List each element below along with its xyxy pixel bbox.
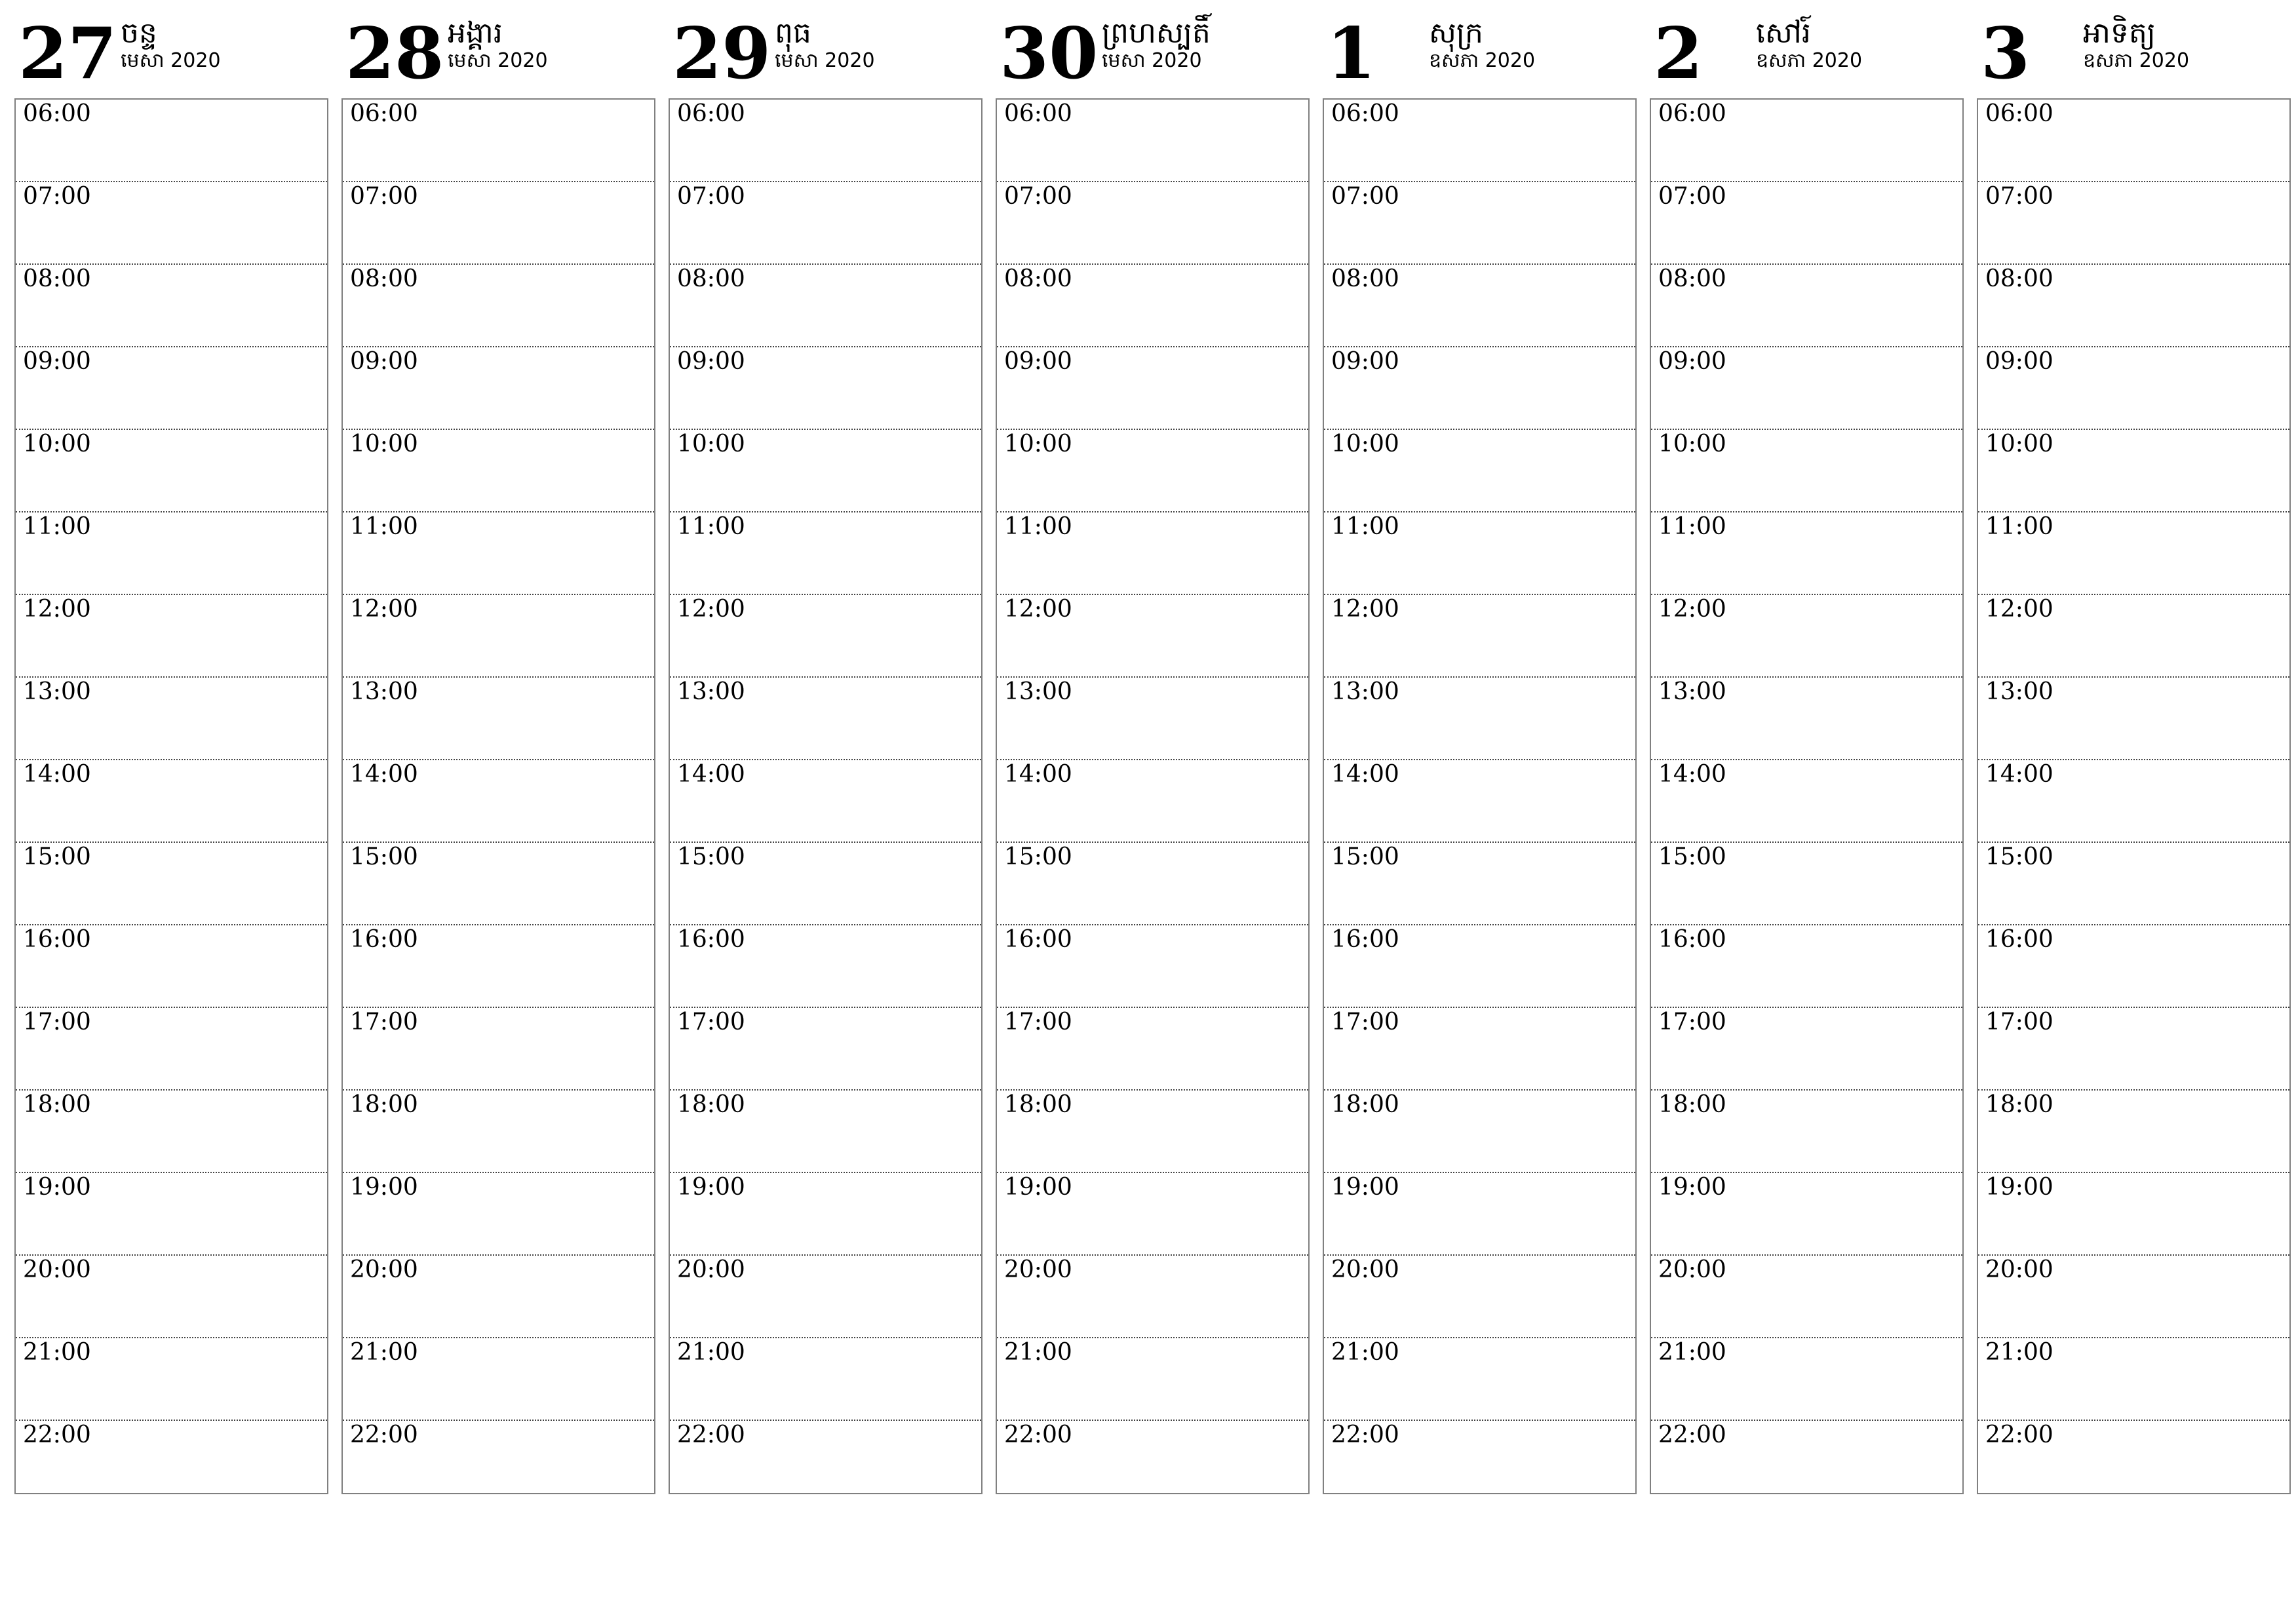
day-number: 3 <box>1981 12 2031 95</box>
time-slot[interactable] <box>1978 265 2289 347</box>
time-label: 22:00 <box>23 1421 91 1448</box>
time-label: 15:00 <box>1658 843 1726 870</box>
time-label: 16:00 <box>677 926 745 953</box>
time-slot[interactable] <box>343 1338 654 1421</box>
time-slot[interactable] <box>997 1421 1308 1502</box>
time-label: 09:00 <box>1331 348 1399 375</box>
time-slot[interactable] <box>1324 347 1635 430</box>
time-slot[interactable] <box>16 843 327 925</box>
time-slot[interactable] <box>670 1421 981 1502</box>
time-slot[interactable] <box>343 430 654 512</box>
time-label: 19:00 <box>1658 1174 1726 1201</box>
time-slot[interactable] <box>1978 1008 2289 1091</box>
day-label-group <box>448 14 548 73</box>
time-slot[interactable] <box>16 1091 327 1173</box>
time-slot[interactable] <box>343 595 654 678</box>
time-slot[interactable] <box>997 182 1308 265</box>
time-slot[interactable] <box>1651 678 1962 760</box>
time-slot[interactable] <box>670 100 981 182</box>
time-label: 12:00 <box>1658 596 1726 623</box>
time-label: 18:00 <box>1985 1091 2053 1118</box>
time-slot[interactable] <box>670 760 981 843</box>
day-column <box>1977 13 2291 1494</box>
time-label: 12:00 <box>350 596 418 623</box>
time-label: 14:00 <box>1985 761 2053 788</box>
time-slot[interactable] <box>1978 925 2289 1008</box>
time-label: 19:00 <box>677 1174 745 1201</box>
time-label: 08:00 <box>350 265 418 292</box>
time-label: 20:00 <box>1985 1256 2053 1283</box>
day-label-group <box>121 14 221 73</box>
time-slot[interactable] <box>997 1338 1308 1421</box>
time-label: 10:00 <box>1658 431 1726 457</box>
time-label: 08:00 <box>23 265 91 292</box>
time-label: 20:00 <box>23 1256 91 1283</box>
time-label: 19:00 <box>350 1174 418 1201</box>
time-slot[interactable] <box>1978 595 2289 678</box>
time-label: 18:00 <box>1331 1091 1399 1118</box>
day-column <box>669 13 983 1494</box>
time-slot[interactable] <box>16 760 327 843</box>
time-slot[interactable] <box>1324 1256 1635 1338</box>
time-label: 13:00 <box>1331 678 1399 705</box>
time-grid <box>669 98 983 1494</box>
month-year: ឧសភា 2020 <box>2083 49 2190 73</box>
day-number: 30 <box>1000 12 1099 95</box>
time-label: 06:00 <box>23 100 91 127</box>
time-grid <box>1977 98 2291 1494</box>
day-header <box>14 13 328 98</box>
day-number: 1 <box>1327 12 1376 95</box>
day-column <box>1323 13 1637 1494</box>
month-year: ឧសភា 2020 <box>1429 49 1536 73</box>
time-label: 15:00 <box>677 843 745 870</box>
time-slot[interactable] <box>670 265 981 347</box>
time-label: 06:00 <box>1004 100 1072 127</box>
time-label: 11:00 <box>1004 513 1072 540</box>
time-slot[interactable] <box>1978 1338 2289 1421</box>
time-slot[interactable] <box>1651 1421 1962 1502</box>
time-slot[interactable] <box>1978 1421 2289 1502</box>
time-label: 19:00 <box>1985 1174 2053 1201</box>
time-label: 07:00 <box>1004 183 1072 210</box>
time-label: 08:00 <box>1985 265 2053 292</box>
day-header <box>1650 13 1964 98</box>
time-label: 10:00 <box>350 431 418 457</box>
month-year: មេសា 2020 <box>775 49 875 73</box>
time-slot[interactable] <box>16 512 327 595</box>
time-slot[interactable] <box>16 430 327 512</box>
time-label: 15:00 <box>1004 843 1072 870</box>
time-label: 10:00 <box>1985 431 2053 457</box>
time-label: 12:00 <box>23 596 91 623</box>
time-slot[interactable] <box>343 1008 654 1091</box>
time-slot[interactable] <box>670 843 981 925</box>
time-slot[interactable] <box>16 1338 327 1421</box>
day-label-group <box>1756 14 1862 73</box>
time-slot[interactable] <box>16 1421 327 1502</box>
time-slot[interactable] <box>16 1008 327 1091</box>
day-column <box>14 13 328 1494</box>
time-label: 16:00 <box>1331 926 1399 953</box>
time-slot[interactable] <box>670 595 981 678</box>
time-label: 21:00 <box>1331 1339 1399 1366</box>
time-slot[interactable] <box>670 1338 981 1421</box>
time-slot[interactable] <box>997 347 1308 430</box>
time-label: 15:00 <box>1985 843 2053 870</box>
time-label: 17:00 <box>1658 1009 1726 1035</box>
time-grid <box>1323 98 1637 1494</box>
time-label: 11:00 <box>23 513 91 540</box>
time-label: 06:00 <box>350 100 418 127</box>
day-label-group <box>1102 14 1211 73</box>
time-slot[interactable] <box>997 265 1308 347</box>
time-label: 19:00 <box>23 1174 91 1201</box>
time-slot[interactable] <box>1324 100 1635 182</box>
time-label: 09:00 <box>23 348 91 375</box>
time-slot[interactable] <box>997 760 1308 843</box>
time-label: 13:00 <box>23 678 91 705</box>
day-column <box>996 13 1310 1494</box>
time-slot[interactable] <box>997 678 1308 760</box>
time-label: 20:00 <box>1658 1256 1726 1283</box>
time-label: 10:00 <box>677 431 745 457</box>
time-label: 07:00 <box>1658 183 1726 210</box>
time-label: 22:00 <box>1004 1421 1072 1448</box>
time-label: 20:00 <box>677 1256 745 1283</box>
time-label: 20:00 <box>1331 1256 1399 1283</box>
time-label: 17:00 <box>677 1009 745 1035</box>
time-label: 18:00 <box>350 1091 418 1118</box>
time-label: 21:00 <box>350 1339 418 1366</box>
time-slot[interactable] <box>1978 1173 2289 1256</box>
time-slot[interactable] <box>670 1173 981 1256</box>
time-slot[interactable] <box>1978 760 2289 843</box>
time-label: 18:00 <box>1004 1091 1072 1118</box>
day-label-group <box>775 14 875 73</box>
time-slot[interactable] <box>997 1173 1308 1256</box>
time-label: 21:00 <box>677 1339 745 1366</box>
time-slot[interactable] <box>1324 1008 1635 1091</box>
day-column <box>1650 13 1964 1494</box>
time-slot[interactable] <box>1651 843 1962 925</box>
time-label: 14:00 <box>1658 761 1726 788</box>
month-year: មេសា 2020 <box>1102 49 1202 73</box>
time-label: 08:00 <box>1331 265 1399 292</box>
day-name: ពុធ <box>775 16 811 50</box>
time-label: 10:00 <box>1004 431 1072 457</box>
time-label: 18:00 <box>1658 1091 1726 1118</box>
day-number: 27 <box>18 12 117 95</box>
time-slot[interactable] <box>1651 430 1962 512</box>
time-slot[interactable] <box>997 430 1308 512</box>
day-header <box>1977 13 2291 98</box>
day-column <box>341 13 655 1494</box>
time-slot[interactable] <box>670 347 981 430</box>
time-slot[interactable] <box>343 1173 654 1256</box>
time-label: 14:00 <box>1331 761 1399 788</box>
time-label: 13:00 <box>1985 678 2053 705</box>
time-slot[interactable] <box>1651 347 1962 430</box>
time-slot[interactable] <box>670 925 981 1008</box>
time-label: 11:00 <box>350 513 418 540</box>
time-slot[interactable] <box>1324 1338 1635 1421</box>
day-name: សៅរ៍ <box>1756 16 1811 50</box>
time-label: 14:00 <box>1004 761 1072 788</box>
time-slot[interactable] <box>16 925 327 1008</box>
time-label: 07:00 <box>23 183 91 210</box>
time-label: 21:00 <box>1658 1339 1726 1366</box>
day-name: អង្គារ <box>448 16 503 50</box>
time-label: 08:00 <box>1658 265 1726 292</box>
time-label: 11:00 <box>1985 513 2053 540</box>
time-label: 10:00 <box>1331 431 1399 457</box>
time-label: 06:00 <box>1985 100 2053 127</box>
time-label: 18:00 <box>23 1091 91 1118</box>
time-slot[interactable] <box>1324 182 1635 265</box>
time-slot[interactable] <box>1324 1091 1635 1173</box>
time-grid <box>14 98 328 1494</box>
day-name: អាទិត្យ <box>2083 16 2156 50</box>
time-label: 09:00 <box>1658 348 1726 375</box>
time-slot[interactable] <box>343 100 654 182</box>
time-label: 13:00 <box>1004 678 1072 705</box>
time-slot[interactable] <box>997 925 1308 1008</box>
time-label: 21:00 <box>1985 1339 2053 1366</box>
day-header <box>669 13 983 98</box>
time-slot[interactable] <box>1978 1091 2289 1173</box>
time-slot[interactable] <box>1324 595 1635 678</box>
time-label: 12:00 <box>1331 596 1399 623</box>
time-slot[interactable] <box>1324 1173 1635 1256</box>
time-slot[interactable] <box>343 347 654 430</box>
time-slot[interactable] <box>670 1008 981 1091</box>
time-slot[interactable] <box>1324 678 1635 760</box>
time-slot[interactable] <box>1651 265 1962 347</box>
time-slot[interactable] <box>1324 760 1635 843</box>
time-slot[interactable] <box>343 925 654 1008</box>
time-label: 17:00 <box>1985 1009 2053 1035</box>
time-slot[interactable] <box>997 1091 1308 1173</box>
time-label: 12:00 <box>677 596 745 623</box>
weekly-planner <box>14 13 2291 1494</box>
time-slot[interactable] <box>1651 1173 1962 1256</box>
day-label-group <box>2083 14 2189 73</box>
time-label: 16:00 <box>23 926 91 953</box>
time-slot[interactable] <box>670 182 981 265</box>
time-grid <box>1650 98 1964 1494</box>
time-slot[interactable] <box>670 1256 981 1338</box>
day-number: 2 <box>1654 12 1703 95</box>
time-slot[interactable] <box>1651 1008 1962 1091</box>
time-label: 07:00 <box>677 183 745 210</box>
time-slot[interactable] <box>1978 1256 2289 1338</box>
time-label: 16:00 <box>1985 926 2053 953</box>
time-slot[interactable] <box>343 182 654 265</box>
time-label: 08:00 <box>1004 265 1072 292</box>
time-slot[interactable] <box>16 1256 327 1338</box>
time-label: 10:00 <box>23 431 91 457</box>
time-slot[interactable] <box>1978 182 2289 265</box>
time-label: 06:00 <box>677 100 745 127</box>
time-slot[interactable] <box>997 595 1308 678</box>
time-slot[interactable] <box>1651 760 1962 843</box>
time-slot[interactable] <box>16 595 327 678</box>
month-year: មេសា 2020 <box>448 49 548 73</box>
time-label: 07:00 <box>350 183 418 210</box>
time-slot[interactable] <box>343 843 654 925</box>
time-label: 09:00 <box>1004 348 1072 375</box>
time-slot[interactable] <box>343 265 654 347</box>
month-year: មេសា 2020 <box>121 49 221 73</box>
day-number: 28 <box>345 12 444 95</box>
time-slot[interactable] <box>1324 843 1635 925</box>
time-slot[interactable] <box>16 1173 327 1256</box>
time-slot[interactable] <box>1651 1091 1962 1173</box>
time-label: 06:00 <box>1658 100 1726 127</box>
time-slot[interactable] <box>1651 512 1962 595</box>
time-label: 15:00 <box>1331 843 1399 870</box>
time-slot[interactable] <box>1324 512 1635 595</box>
time-label: 17:00 <box>23 1009 91 1035</box>
time-slot[interactable] <box>343 678 654 760</box>
time-slot[interactable] <box>670 430 981 512</box>
time-slot[interactable] <box>16 265 327 347</box>
time-slot[interactable] <box>1651 182 1962 265</box>
time-slot[interactable] <box>343 1421 654 1502</box>
time-label: 22:00 <box>350 1421 418 1448</box>
day-name: ព្រហស្បតិ៍ <box>1102 16 1211 50</box>
time-label: 13:00 <box>1658 678 1726 705</box>
time-slot[interactable] <box>343 512 654 595</box>
time-slot[interactable] <box>1978 512 2289 595</box>
time-label: 22:00 <box>1658 1421 1726 1448</box>
time-label: 12:00 <box>1004 596 1072 623</box>
day-header <box>996 13 1310 98</box>
time-slot[interactable] <box>670 1091 981 1173</box>
time-slot[interactable] <box>1978 678 2289 760</box>
time-label: 16:00 <box>1658 926 1726 953</box>
time-label: 09:00 <box>677 348 745 375</box>
time-label: 18:00 <box>677 1091 745 1118</box>
time-label: 20:00 <box>1004 1256 1072 1283</box>
time-slot[interactable] <box>1651 100 1962 182</box>
time-slot[interactable] <box>1651 595 1962 678</box>
time-label: 14:00 <box>350 761 418 788</box>
time-slot[interactable] <box>16 678 327 760</box>
time-label: 22:00 <box>677 1421 745 1448</box>
time-label: 13:00 <box>350 678 418 705</box>
time-label: 11:00 <box>1658 513 1726 540</box>
time-slot[interactable] <box>343 760 654 843</box>
time-slot[interactable] <box>343 1256 654 1338</box>
time-slot[interactable] <box>16 100 327 182</box>
time-slot[interactable] <box>997 1256 1308 1338</box>
day-name: សុក្រ <box>1429 16 1483 50</box>
time-label: 14:00 <box>677 761 745 788</box>
time-slot[interactable] <box>16 182 327 265</box>
time-slot[interactable] <box>1324 925 1635 1008</box>
time-label: 20:00 <box>350 1256 418 1283</box>
day-header <box>341 13 655 98</box>
time-slot[interactable] <box>1324 430 1635 512</box>
time-label: 12:00 <box>1985 596 2053 623</box>
time-slot[interactable] <box>343 1091 654 1173</box>
time-label: 21:00 <box>1004 1339 1072 1366</box>
time-label: 08:00 <box>677 265 745 292</box>
day-number: 29 <box>672 12 771 95</box>
time-slot[interactable] <box>1978 100 2289 182</box>
time-slot[interactable] <box>16 347 327 430</box>
day-label-group <box>1429 14 1535 73</box>
time-slot[interactable] <box>1651 1256 1962 1338</box>
time-label: 16:00 <box>350 926 418 953</box>
time-slot[interactable] <box>670 678 981 760</box>
time-label: 17:00 <box>1004 1009 1072 1035</box>
time-slot[interactable] <box>1651 1338 1962 1421</box>
time-slot[interactable] <box>1324 1421 1635 1502</box>
time-slot[interactable] <box>1978 843 2289 925</box>
time-label: 11:00 <box>1331 513 1399 540</box>
time-label: 19:00 <box>1331 1174 1399 1201</box>
time-label: 06:00 <box>1331 100 1399 127</box>
time-label: 15:00 <box>23 843 91 870</box>
time-label: 14:00 <box>23 761 91 788</box>
time-label: 22:00 <box>1331 1421 1399 1448</box>
time-slot[interactable] <box>997 512 1308 595</box>
time-label: 09:00 <box>350 348 418 375</box>
time-label: 17:00 <box>1331 1009 1399 1035</box>
time-label: 17:00 <box>350 1009 418 1035</box>
time-slot[interactable] <box>1651 925 1962 1008</box>
time-slot[interactable] <box>1978 347 2289 430</box>
time-grid <box>996 98 1310 1494</box>
time-slot[interactable] <box>997 1008 1308 1091</box>
time-slot[interactable] <box>997 100 1308 182</box>
time-slot[interactable] <box>1324 265 1635 347</box>
time-label: 19:00 <box>1004 1174 1072 1201</box>
time-label: 22:00 <box>1985 1421 2053 1448</box>
time-label: 13:00 <box>677 678 745 705</box>
time-label: 09:00 <box>1985 348 2053 375</box>
day-name: ចន្ទ <box>121 16 157 50</box>
time-slot[interactable] <box>670 512 981 595</box>
time-label: 21:00 <box>23 1339 91 1366</box>
time-slot[interactable] <box>997 843 1308 925</box>
time-label: 07:00 <box>1331 183 1399 210</box>
time-label: 16:00 <box>1004 926 1072 953</box>
month-year: ឧសភា 2020 <box>1756 49 1863 73</box>
time-grid <box>341 98 655 1494</box>
time-label: 15:00 <box>350 843 418 870</box>
time-label: 11:00 <box>677 513 745 540</box>
time-label: 07:00 <box>1985 183 2053 210</box>
day-header <box>1323 13 1637 98</box>
time-slot[interactable] <box>1978 430 2289 512</box>
